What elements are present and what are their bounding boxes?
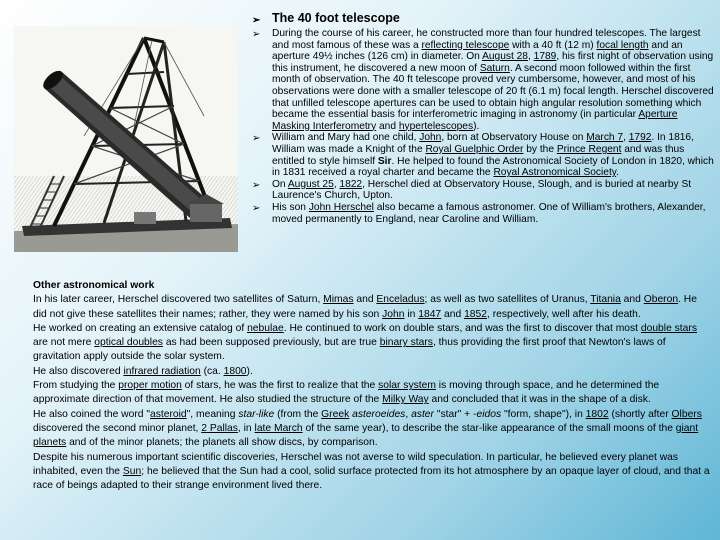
text-run: ; as well as two satellites of Uranus, [424,294,591,306]
text-run: His son [272,201,309,213]
text-run: (ca. [200,365,224,377]
text-run: He worked on creating an extensive catalog of [33,322,248,334]
text-run: and [376,120,399,132]
body-paragraph [33,293,713,322]
arrow-bullet-icon: ➢ [252,202,261,214]
text-run: with a 40 ft (12 m) [509,39,597,51]
telescope-engraving-icon [14,26,238,252]
italic-text: aster [411,408,434,420]
text-run: . He helped to found the Astronomical Society of London in 1820, which in 1831 received a royal charter and became the [272,155,714,179]
text-run: , his first night of observation using this instrument, he discovered a new moon of [272,51,714,74]
text-run: by the [523,143,557,155]
text-run: and concluded that it was in the shape of a disk. [428,394,651,406]
text-run: In his later career, Herschel discovered two satellites of Saturn, [33,294,324,306]
body-section [33,279,713,493]
text-run: and of the minor planets; the planets all show discs, by comparison. [66,437,378,449]
bullet-text [272,28,714,132]
text-run: , [623,132,629,144]
text-link[interactable]: Aperture Masking Interferometry [272,109,678,132]
text-link[interactable]: 1792 [628,132,652,144]
bullet-list [252,10,717,225]
text-run: and [620,294,644,306]
text-run: , born at Observatory House on [441,132,587,144]
text-run: ; he believed that the Sun had a cool, solid surface protected from its hot atmosphere by an opaque layer of cloud, and that a race of beings adapted to their strange environment lived there. [33,465,710,492]
text-link[interactable]: August 25 [287,178,334,190]
bullet-text [272,179,691,202]
text-run: , thus providing the first proof that Newton's laws of gravitation apply outside the solar system. [33,337,666,363]
body-paragraph [33,365,713,379]
text-link[interactable]: 1852 [464,308,487,320]
text-run: He also coined the word " [33,408,150,420]
italic-text: -eidos [473,408,502,420]
body-paragraph [33,451,713,494]
text-run: , respectively, well after his death. [486,308,641,320]
slide-title-row [252,10,717,26]
text-run: , Herschel died at Observatory House, Slough, and is buried at nearby St Laurence's Church, Upton. [272,178,692,202]
text-link[interactable]: 1802 [585,408,609,420]
bullet-item [252,28,717,132]
text-link[interactable]: 1847 [418,308,442,320]
bullet-item [252,132,717,178]
text-link[interactable]: August 28 [482,51,528,63]
bullet-item [252,202,717,225]
text-run: of the same year), to describe the star-like appearance of the small moons of the [302,422,676,434]
bold-text: Sir [377,155,392,167]
text-run: are not mere [33,337,95,349]
text-link[interactable]: reflecting telescope [421,39,510,51]
bullet-item [252,179,717,202]
text-link[interactable]: John Herschel [308,201,374,213]
text-link[interactable]: giant planets [33,422,699,449]
text-run: , [333,178,340,190]
text-run: and was thus entitled to style himself [272,143,685,167]
text-link[interactable]: 1789 [533,51,557,63]
text-run: and an aperture 49½ inches (126 cm) in diameter. On [272,39,683,63]
text-link[interactable]: 1822 [339,178,363,190]
bullet-text [272,202,705,225]
text-link[interactable]: Royal Guelphic Order [425,143,524,155]
text-run: . [616,167,619,179]
bullet-text [272,132,714,178]
text-run: . He continued to work on double stars, and was the first to discover that most [283,322,641,334]
text-link[interactable]: 2 Pallas [201,422,238,434]
text-run: ", meaning [186,408,239,420]
text-run: "star" + [433,408,474,420]
text-link[interactable]: asteroid [150,408,187,420]
slide-title: The 40 foot telescope [272,11,400,25]
text-link[interactable]: nebulae [247,322,284,334]
text-link[interactable]: March 7 [586,132,624,144]
text-run: and [441,308,465,320]
text-link[interactable]: Greek [321,408,350,420]
section-heading: Other astronomical work [33,280,155,291]
text-link[interactable]: optical doubles [94,337,163,349]
text-link[interactable]: John [382,308,405,320]
text-run: , [405,408,412,420]
text-link[interactable]: solar system [378,380,436,392]
text-run: William and Mary had one child, [272,132,420,144]
text-run: From studying the [33,380,119,392]
text-run: of stars, he was the first to realize that the [181,380,379,392]
text-link[interactable]: 1800 [223,365,247,377]
text-run: . He did not give these satellites their names; rather, they were named by his son [33,294,697,320]
text-link[interactable]: late March [254,422,303,434]
telescope-illustration [14,26,238,252]
text-link[interactable]: Enceladus [376,294,425,306]
text-run: as had been supposed previously, but are true [162,337,380,349]
text-run: , [527,51,534,63]
text-run: , in [237,422,255,434]
text-run: discovered the second minor planet, [33,422,202,434]
text-run: . A second moon followed within the first month of observation. The 40 ft telescope proved very cumbersome, however, and most of his observations were done with a smaller telescope of 20 ft (6.1 m) focal length. Herschel discovered that unfilled telescope apertures can be used to obtain high angular resolution something which became the essential basis for interferometric imaging in astronomy (in particular [272,62,714,121]
text-link[interactable]: focal length [596,39,649,51]
text-run: "form, shape"), in [501,408,586,420]
text-run: ). [473,120,480,132]
text-link[interactable]: binary stars [379,337,433,349]
text-link[interactable]: Titania [590,294,621,306]
text-run: (from the [274,408,322,420]
text-link[interactable]: Royal Astronomical Society [493,167,617,179]
text-link[interactable]: John [419,132,442,144]
text-link[interactable]: Oberon [643,294,679,306]
text-link[interactable]: infrared radiation [123,365,201,377]
text-link[interactable]: hypertelescopes [398,120,474,132]
text-link[interactable]: Olbers [671,408,702,420]
italic-text: star-like [238,408,275,420]
text-link[interactable]: double stars [640,322,697,334]
body-paragraph [33,322,713,365]
text-run: (shortly after [608,408,672,420]
text-run: ). [246,365,253,377]
text-link[interactable]: Milky Way [382,394,429,406]
text-run: is moving through space, and he determined the approximate direction of that movement. He also studied the structure of the [33,380,660,406]
arrow-bullet-icon: ➢ [252,15,261,26]
italic-text: asteroeides [352,408,406,420]
arrow-bullet-icon: ➢ [252,133,261,145]
text-run: and [353,294,377,306]
text-link[interactable]: Mimas [323,294,354,306]
text-link[interactable]: proper motion [118,380,182,392]
text-run: During the course of his career, he constructed more than four hundred telescopes. The largest and most famous of these was a [272,28,701,51]
text-run: On [272,178,288,190]
arrow-bullet-icon: ➢ [252,29,261,40]
text-link[interactable]: Sun [122,465,142,477]
text-run: Despite his numerous important scientific discoveries, Herschel was not averse to wild speculation. In particular, he believed every planet was inhabited, even the [33,451,679,477]
text-run: also became a famous astronomer. One of William's brothers, Alexander, moved permanently to England, near Caroline and William. [272,201,706,225]
text-link[interactable]: Saturn [479,62,510,74]
text-run: . In 1816, William was made a Knight of the [272,132,694,155]
text-link[interactable]: Prince Regent [556,143,622,155]
arrow-bullet-icon: ➢ [252,179,261,191]
body-paragraph [33,379,713,408]
text-run: He also discovered [33,365,124,377]
body-paragraph [33,408,713,451]
text-run: in [404,308,419,320]
